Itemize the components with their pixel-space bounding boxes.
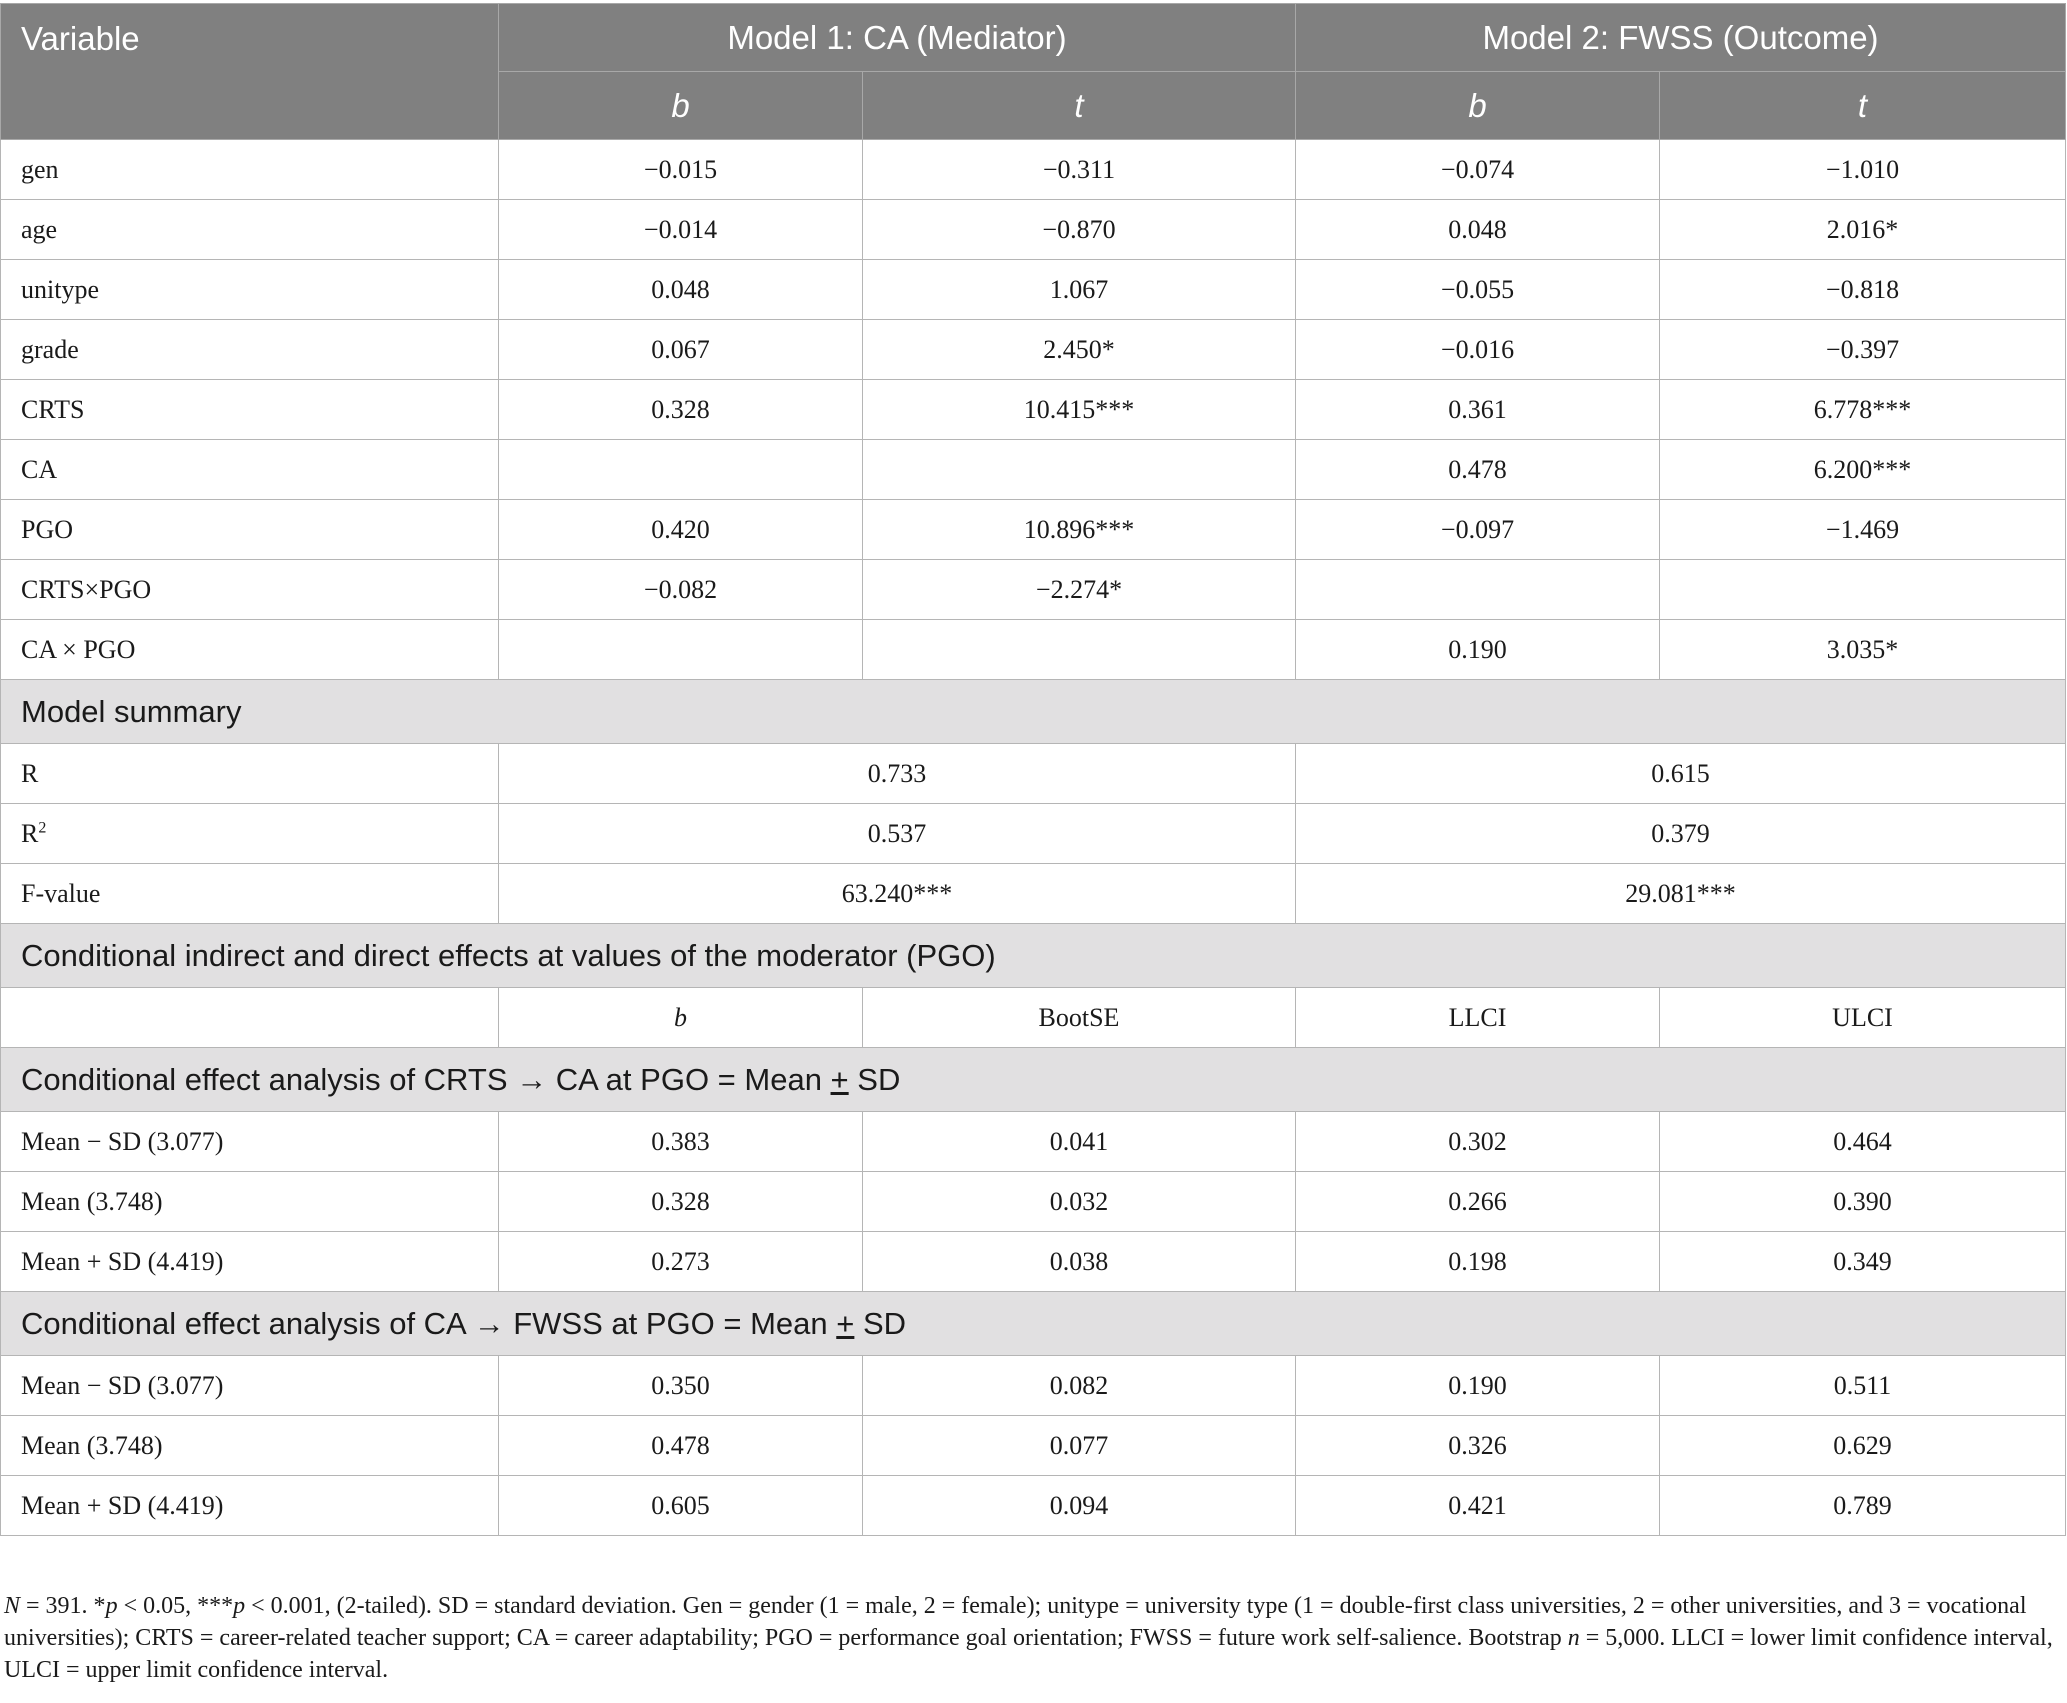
- section-title: [1, 1292, 2066, 1356]
- row-label: CRTS: [1, 380, 499, 440]
- cell: 0.048: [1296, 200, 1660, 260]
- cell: −0.097: [1296, 500, 1660, 560]
- cell: 0.511: [1660, 1356, 2066, 1416]
- cell: [499, 440, 863, 500]
- cell: 0.302: [1296, 1112, 1660, 1172]
- footnote-text: = 391. *: [20, 1593, 106, 1619]
- footnote-n-bootstrap: n: [1567, 1625, 1580, 1651]
- cell: 0.605: [499, 1476, 863, 1536]
- row-label: Mean (3.748): [1, 1416, 499, 1476]
- cell: 0.733: [499, 744, 1296, 804]
- cell: 0.615: [1296, 744, 2066, 804]
- m1-t-header: t: [863, 72, 1296, 140]
- cell: 6.200***: [1660, 440, 2066, 500]
- cell: 0.350: [499, 1356, 863, 1416]
- r2-superscript: 2: [38, 818, 47, 836]
- section-title: Model summary: [1, 680, 2066, 744]
- results-table: [0, 3, 2066, 1536]
- cell: 0.629: [1660, 1416, 2066, 1476]
- empty-cell: [1, 988, 499, 1048]
- row-label: Mean (3.748): [1, 1172, 499, 1232]
- col-header-b: b: [499, 988, 863, 1048]
- cell: −0.082: [499, 560, 863, 620]
- cell: −0.016: [1296, 320, 1660, 380]
- section-row-crts-ca: [1, 1048, 2066, 1112]
- cell: 63.240***: [499, 864, 1296, 924]
- column-header-row: [1, 988, 2066, 1048]
- row-label: CA: [1, 440, 499, 500]
- footnote-text: = 5,000. LLCI = lower limit confidence interval, ULCI = upper limit confidence interval.: [4, 1625, 2053, 1683]
- cell: 0.082: [863, 1356, 1296, 1416]
- cell: −0.055: [1296, 260, 1660, 320]
- cell: 10.896***: [863, 500, 1296, 560]
- table-row: [1, 744, 2066, 804]
- cell: 0.038: [863, 1232, 1296, 1292]
- cell: 0.094: [863, 1476, 1296, 1536]
- footnote-p2: p: [233, 1593, 246, 1619]
- cell: 2.016*: [1660, 200, 2066, 260]
- table-row: [1, 260, 2066, 320]
- section-row-conditional: [1, 924, 2066, 988]
- cell: 0.789: [1660, 1476, 2066, 1536]
- col-header-bootse: BootSE: [863, 988, 1296, 1048]
- cell: −0.818: [1660, 260, 2066, 320]
- section-title: [1, 1048, 2066, 1112]
- cell: 0.328: [499, 380, 863, 440]
- table-row: [1, 620, 2066, 680]
- header-row: [1, 4, 2066, 72]
- cell: [499, 620, 863, 680]
- cell: 0.421: [1296, 1476, 1660, 1536]
- table-row: [1, 1356, 2066, 1416]
- cell: −0.015: [499, 140, 863, 200]
- table-footnote: [4, 1590, 2062, 1686]
- cell: [1296, 560, 1660, 620]
- table-row: [1, 1172, 2066, 1232]
- cell: 0.478: [499, 1416, 863, 1476]
- table-row: [1, 1416, 2066, 1476]
- footnote-text: < 0.001, (2-tailed). SD = standard deviation. Gen = gender (1 = male, 2 = female); unitype = university type (1 = double-first class universities, 2 = other universities, and 3 = vocational universities); CRTS = career-related teacher support; CA = career adaptability; PGO = performance goal orientation; FWSS = future work self-salience. Bootstrap: [4, 1593, 2027, 1651]
- cell: 29.081***: [1296, 864, 2066, 924]
- cell: 0.198: [1296, 1232, 1660, 1292]
- cell: −1.469: [1660, 500, 2066, 560]
- cell: 0.190: [1296, 1356, 1660, 1416]
- table-row: [1, 200, 2066, 260]
- model2-header: Model 2: FWSS (Outcome): [1296, 4, 2066, 72]
- row-label: F-value: [1, 864, 499, 924]
- r2-base: R: [21, 818, 39, 848]
- m1-b-header: b: [499, 72, 863, 140]
- row-label: Mean + SD (4.419): [1, 1476, 499, 1536]
- cell: 0.077: [863, 1416, 1296, 1476]
- cell: 0.379: [1296, 804, 2066, 864]
- cell: −2.274*: [863, 560, 1296, 620]
- cell: 0.266: [1296, 1172, 1660, 1232]
- m2-b-header: b: [1296, 72, 1660, 140]
- table-row: [1, 380, 2066, 440]
- cell: 0.032: [863, 1172, 1296, 1232]
- cell: 0.048: [499, 260, 863, 320]
- section-title-text: Conditional effect analysis of CRTS → CA at PGO = Mean: [21, 1061, 831, 1097]
- row-label: Mean − SD (3.077): [1, 1112, 499, 1172]
- cell: 0.041: [863, 1112, 1296, 1172]
- cell: 0.349: [1660, 1232, 2066, 1292]
- row-label: age: [1, 200, 499, 260]
- cell: 2.450*: [863, 320, 1296, 380]
- table-row: [1, 864, 2066, 924]
- cell: 0.390: [1660, 1172, 2066, 1232]
- section-row-ca-fwss: [1, 1292, 2066, 1356]
- cell: [863, 620, 1296, 680]
- cell: 0.326: [1296, 1416, 1660, 1476]
- footnote-p1: p: [105, 1593, 118, 1619]
- table-row: [1, 140, 2066, 200]
- variable-header: Variable: [1, 4, 499, 140]
- cell: 0.383: [499, 1112, 863, 1172]
- cell: −0.397: [1660, 320, 2066, 380]
- table-row: [1, 1232, 2066, 1292]
- cell: 0.273: [499, 1232, 863, 1292]
- row-label: grade: [1, 320, 499, 380]
- table-row: [1, 1112, 2066, 1172]
- section-title-tail: SD: [848, 1061, 901, 1097]
- model1-header: Model 1: CA (Mediator): [499, 4, 1296, 72]
- table-row: [1, 1476, 2066, 1536]
- section-row-model-summary: [1, 680, 2066, 744]
- cell: 6.778***: [1660, 380, 2066, 440]
- row-label: R: [1, 744, 499, 804]
- cell: 1.067: [863, 260, 1296, 320]
- cell: −0.311: [863, 140, 1296, 200]
- row-label: [1, 804, 499, 864]
- table-row: [1, 804, 2066, 864]
- section-title: Conditional indirect and direct effects at values of the moderator (PGO): [1, 924, 2066, 988]
- footnote-text: < 0.05, ***: [117, 1593, 234, 1619]
- cell: 3.035*: [1660, 620, 2066, 680]
- plus-minus-symbol: +: [836, 1305, 855, 1341]
- cell: −0.870: [863, 200, 1296, 260]
- cell: 10.415***: [863, 380, 1296, 440]
- cell: 0.190: [1296, 620, 1660, 680]
- section-title-tail: SD: [854, 1305, 907, 1341]
- section-title-text: Conditional effect analysis of CA → FWSS at PGO = Mean: [21, 1305, 837, 1341]
- row-label: unitype: [1, 260, 499, 320]
- cell: 0.067: [499, 320, 863, 380]
- cell: [863, 440, 1296, 500]
- table-row: [1, 560, 2066, 620]
- row-label: Mean + SD (4.419): [1, 1232, 499, 1292]
- cell: [1660, 560, 2066, 620]
- table-row: [1, 500, 2066, 560]
- cell: 0.478: [1296, 440, 1660, 500]
- cell: −0.074: [1296, 140, 1660, 200]
- table-row: [1, 320, 2066, 380]
- cell: 0.328: [499, 1172, 863, 1232]
- footnote-n: N: [4, 1593, 21, 1619]
- cell: 0.420: [499, 500, 863, 560]
- row-label: Mean − SD (3.077): [1, 1356, 499, 1416]
- row-label: PGO: [1, 500, 499, 560]
- cell: 0.464: [1660, 1112, 2066, 1172]
- m2-t-header: t: [1660, 72, 2066, 140]
- col-header-ulci: ULCI: [1660, 988, 2066, 1048]
- cell: −0.014: [499, 200, 863, 260]
- table-row: [1, 440, 2066, 500]
- cell: −1.010: [1660, 140, 2066, 200]
- cell: 0.537: [499, 804, 1296, 864]
- col-header-llci: LLCI: [1296, 988, 1660, 1048]
- row-label: CRTS×PGO: [1, 560, 499, 620]
- row-label: CA × PGO: [1, 620, 499, 680]
- cell: 0.361: [1296, 380, 1660, 440]
- row-label: gen: [1, 140, 499, 200]
- plus-minus-symbol: +: [830, 1061, 849, 1097]
